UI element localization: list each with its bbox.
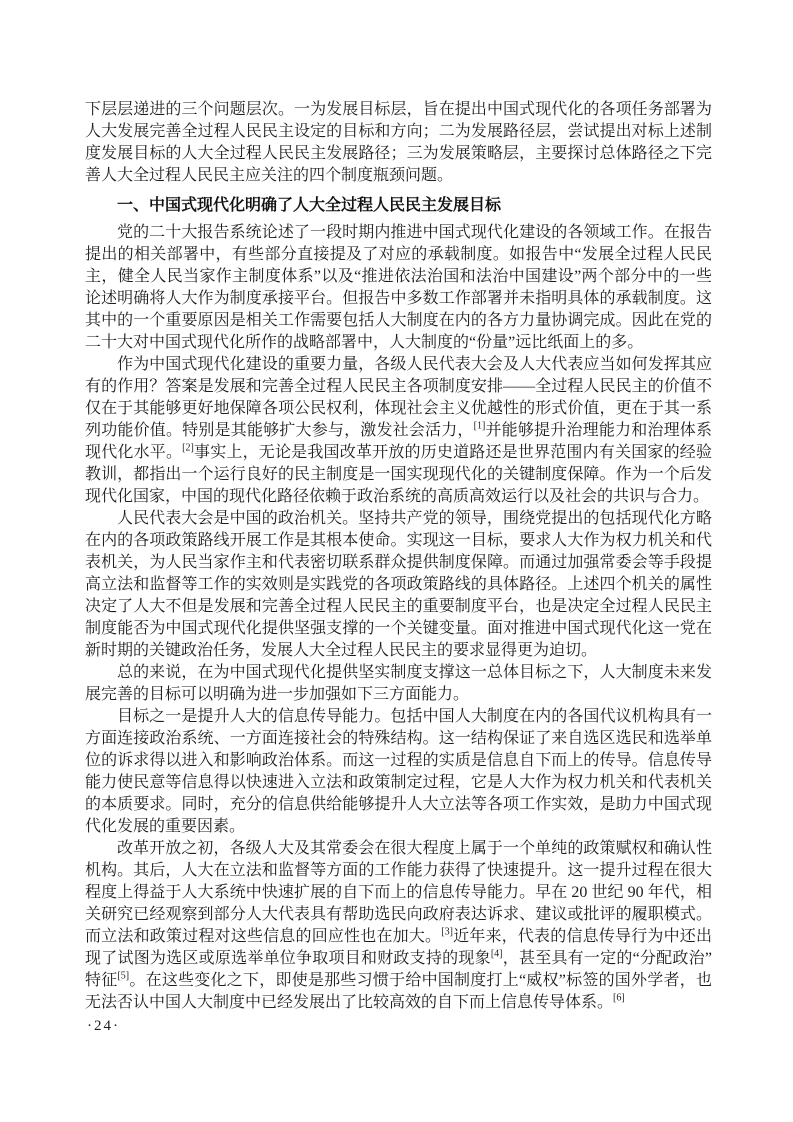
page-number: ·24·: [87, 1018, 120, 1034]
footnote-marker: [2]: [182, 442, 194, 454]
text-run: 党的二十大报告系统论述了一段时期内推进中国式现代化建设的各领域工作。在报告提出的相关部署中，有些部分直接提及了对应的承载制度。如报告中“发展全过程人民民主，健全人民当家作主制度体系”以及“推进依法治国和法治中国建设”两个部分中的一些论述明确将人大作为制度承接平台。但报告中多数工作部署并未指明具体的承载制度。这其中的一个重要原因是相关工作需要包括人大制度在内的各方力量协调完成。因此在党的二十大对中国式现代化所作的战略部署中，人大制度的“份量”远比纸面上的多。: [85, 224, 712, 351]
text-run: 近年来，代表的信息传导行为中还出现了试图为选区或原选举单位争取项目和财政支持的现象: [85, 928, 712, 967]
text-run: 并能够提升治理能力和治理体系现代化水平。: [85, 422, 712, 461]
text-run: 下层层递进的三个问题层次。一为发展目标层，旨在提出中国式现代化的各项任务部署为人大发展完善全过程人民民主设定的目标和方向；二为发展路径层，尝试提出对标上述制度发展目标的人大全过程人民民主发展路径；三为发展策略层，主要探讨总体路径之下完善人大全过程人民民主应关注的四个制度瓶颈问题。: [85, 101, 712, 184]
footnote-marker: [1]: [473, 420, 486, 432]
section-heading: 一、中国式现代化明确了人大全过程人民民主发展目标: [117, 197, 502, 214]
text-run: 事实上，无论是我国改革开放的历史道路还是世界范围内有关国家的经验教训，都指出一个运行良好的民主制度是一国实现现代化的关键制度保障。作为一个后发现代化国家，中国的现代化路径依赖于政治系统的高质高效运行以及社会的共识与合力。: [85, 444, 712, 505]
footnote-marker: [6]: [613, 992, 625, 1004]
lead-paragraph: [85, 99, 712, 187]
text-run: 人民代表大会是中国的政治机关。坚持共产党的领导，围绕党提出的包括现代化方略在内的各项政策路线开展工作是其根本使命。实现这一目标，要求人大作为权力机关和代表机关，为人民当家作主和代表密切联系群众提供制度保障。而通过加强常委会等手段提高立法和监督等工作的实效则是实践党的各项政策路线的具体路径。上述四个机关的属性决定了人大不但是发展和完善全过程人民民主的重要制度平台，也是决定全过程人民民主制度能否为中国式现代化提供坚强支撑的一个关键变量。面对推进中国式现代化这一党在新时期的关键政治任务，发展人大全过程人民民主的要求显得更为迫切。: [85, 510, 712, 659]
paragraph: [85, 222, 712, 354]
text-run: 改革开放之初，各级人大及其常委会在很大程度上属于一个单纯的政策赋权和确认性机构。其后，人大在立法和监督等方面的工作能力获得了快速提升。这一提升过程在很大程度上得益于人大系统中快速扩展的自下而上的信息传导能力。早在 20 世纪 90 年代，相关研究已经观察到部分人大代表具有帮助选民向政府表达诉求、建议或批评的履职模式。而立法和政策过程对这些信息的回应性也在加大。: [85, 840, 712, 945]
text-run: 作为中国式现代化建设的重要力量，各级人民代表大会及人大代表应当如何发挥其应有的作用？答案是发展和完善全过程人民民主各项制度安排——全过程人民民主的价值不仅在于其能够更好地保障各项公民权利，体现社会主义优越性的形式价值，更在于其一系列功能价值。特别是其能够扩大参与，激发社会活力，: [85, 356, 712, 439]
text-run: ，甚至具有一定的“分配政治”特征: [85, 950, 712, 989]
text-run: 总的来说，在为中国式现代化提供坚实制度支撑这一总体目标之下，人大制度未来发展完善的目标可以明确为进一步加强如下三方面能力。: [85, 664, 712, 703]
text-run: 目标之一是提升人大的信息传导能力。包括中国人大制度在内的各国代议机构具有一方面连接政治系统、一方面连接社会的特殊结构。这一结构保证了来自选区选民和选举单位的诉求得以进入和影响政治体系。而这一过程的实质是信息自下而上的传导。信息传导能力使民意等信息得以快速进入立法和政策制定过程，它是人大作为权力机关和代表机关的本质要求。同时，充分的信息供给能够提升人大立法等各项工作实效，是助力中国式现代化发展的重要因素。: [85, 708, 712, 835]
paragraph: [85, 508, 712, 662]
text-run: 。在这些变化之下，即使是那些习惯于给中国制度打上“威权”标签的国外学者，也无法否认中国人大制度中已经发展出了比较高效的自下而上信息传导体系。: [85, 972, 712, 1011]
paragraph-container: [85, 222, 712, 1014]
paragraph: [85, 838, 712, 1014]
paragraph: [85, 354, 712, 508]
paragraph: [85, 662, 712, 706]
footnote-marker: [4]: [490, 948, 503, 960]
paragraph: [85, 706, 712, 838]
footnote-marker: [5]: [117, 970, 130, 982]
footnote-marker: [3]: [441, 926, 453, 938]
article-body: [85, 99, 712, 1037]
